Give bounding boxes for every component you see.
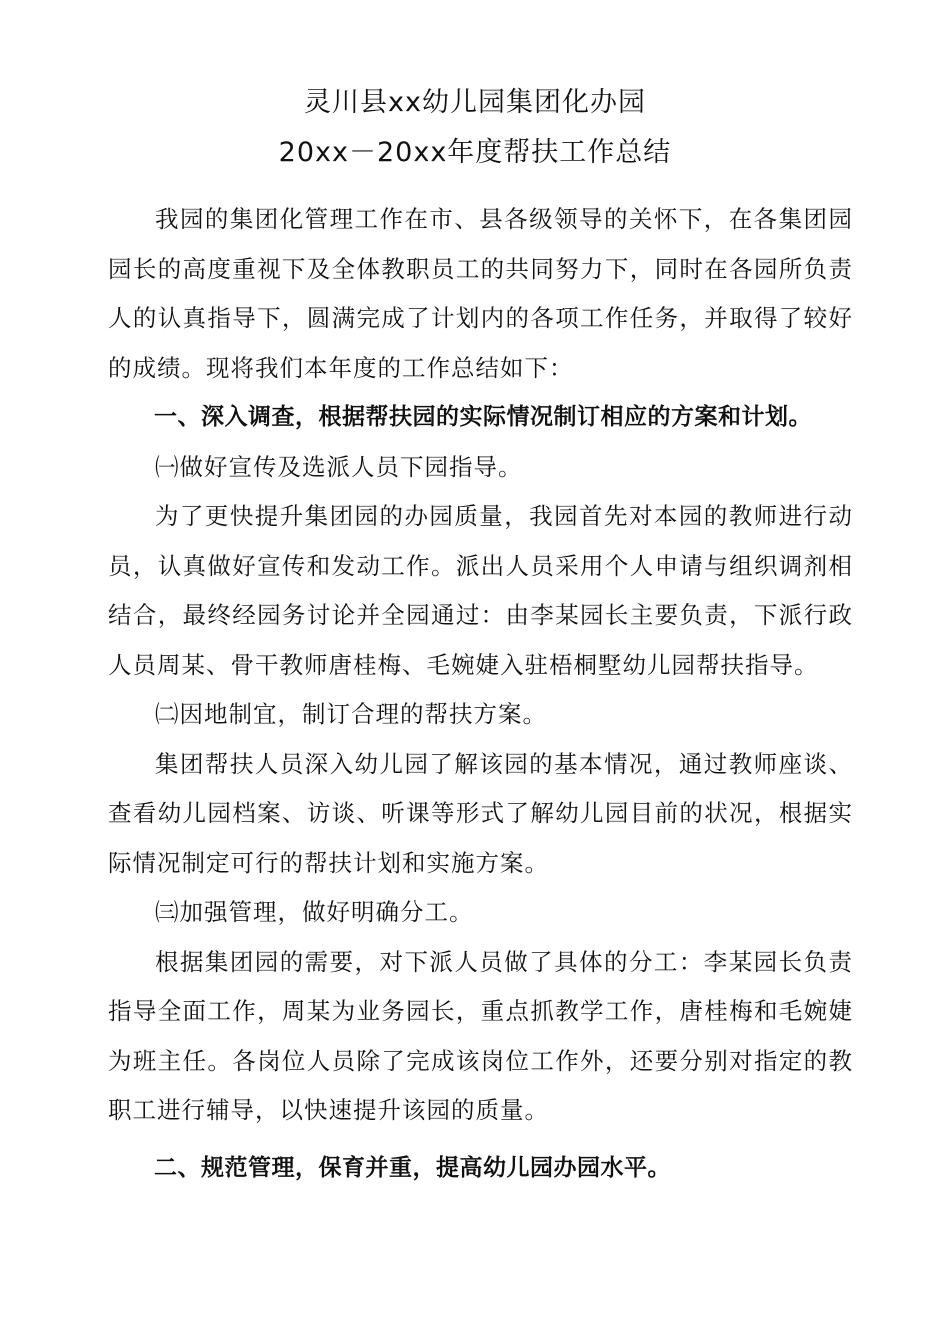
subsection-3-heading: ㈢加强管理，做好明确分工。	[155, 898, 474, 926]
subsection-1-heading: ㈠做好宣传及选派人员下园指导。	[155, 452, 523, 481]
document-title	[0, 78, 950, 178]
section-1-heading: 一、深入调查，根据帮扶园的实际情况制订相应的方案和计划。	[154, 404, 812, 430]
subsection-2-heading: ㈡因地制宜，制订合理的帮扶方案。	[155, 700, 547, 728]
subsection-1-body: 为了更快提升集团园的办园质量，我园首先对本园的教师进行动员，认真做好宣传和发动工作。派出人员采用个人申请与组织调剂相结合，最终经园务讨论并全园通过：由李某园长主要负责，下派行政人员周某、骨干教师唐桂梅、毛婉婕入驻梧桐墅幼儿园帮扶指导。	[108, 502, 853, 679]
subsection-3-body: 根据集团园的需要，对下派人员做了具体的分工：李某园长负责指导全面工作，周某为业务园长，重点抓教学工作，唐桂梅和毛婉婕为班主任。各岗位人员除了完成该岗位工作外，还要分别对指定的教职工进行辅导，以快速提升该园的质量。	[108, 947, 853, 1124]
title-line-1: 灵川县xx幼儿园集团化办园	[304, 87, 646, 118]
title-line-2: 20xx－20xx年度帮扶工作总结	[278, 137, 672, 168]
intro-paragraph: 我园的集团化管理工作在市、县各级领导的关怀下，在各集团园园长的高度重视下及全体教职员工的共同努力下，同时在各园所负责人的认真指导下，圆满完成了计划内的各项工作任务，并取得了较好的成绩。现将我们本年度的工作总结如下：	[108, 205, 853, 382]
section-2-heading: 二、规范管理，保育并重，提高幼儿园办园水平。	[154, 1154, 671, 1181]
document-body	[108, 195, 853, 1193]
subsection-2-body: 集团帮扶人员深入幼儿园了解该园的基本情况，通过教师座谈、查看幼儿园档案、访谈、听课等形式了解幼儿园目前的状况，根据实际情况制定可行的帮扶计划和实施方案。	[108, 749, 853, 877]
